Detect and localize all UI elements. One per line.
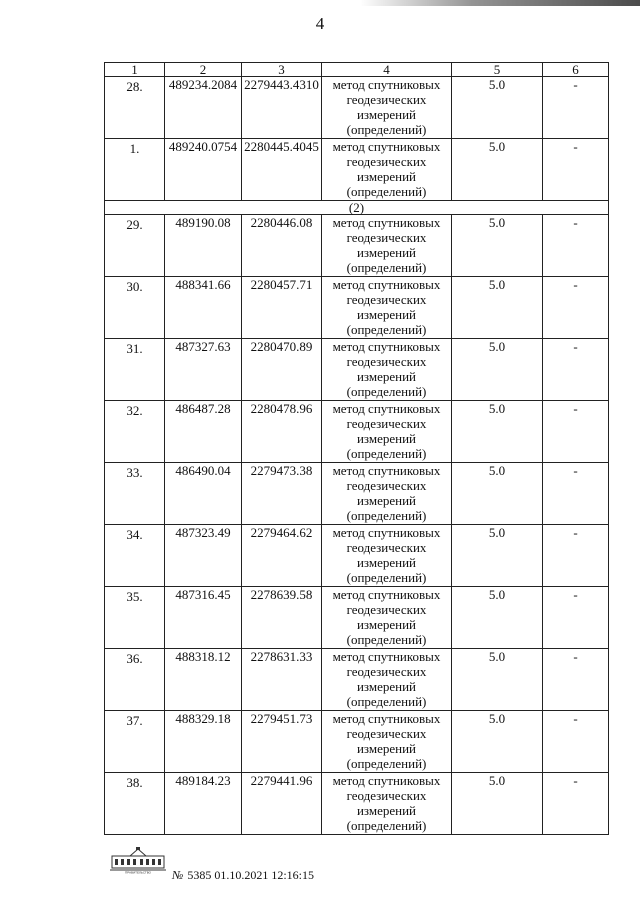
method-cell: метод спутниковых геодезических измерений (определений)	[322, 463, 452, 525]
scan-edge-artifact	[360, 0, 640, 6]
description-cell: -	[543, 649, 609, 711]
point-number-cell: 34.	[105, 525, 165, 587]
method-cell: метод спутниковых геодезических измерений (определений)	[322, 277, 452, 339]
table-row	[105, 339, 609, 401]
registration-number-datetime: 5385 01.10.2021 12:16:15	[187, 868, 314, 882]
accuracy-cell: 5.0	[452, 339, 543, 401]
y-coordinate-cell: 2279451.73	[242, 711, 322, 773]
method-cell: метод спутниковых геодезических измерений (определений)	[322, 587, 452, 649]
point-number-cell: 35.	[105, 587, 165, 649]
column-header: 3	[242, 63, 322, 77]
svg-text:ПРАВИТЕЛЬСТВО: ПРАВИТЕЛЬСТВО	[125, 870, 151, 874]
description-cell: -	[543, 339, 609, 401]
point-number-cell: 30.	[105, 277, 165, 339]
table-row	[105, 587, 609, 649]
y-coordinate-cell: 2279473.38	[242, 463, 322, 525]
accuracy-cell: 5.0	[452, 401, 543, 463]
y-coordinate-cell: 2278639.58	[242, 587, 322, 649]
point-number-cell: 36.	[105, 649, 165, 711]
accuracy-cell: 5.0	[452, 139, 543, 201]
column-header: 2	[165, 63, 242, 77]
point-number-cell: 31.	[105, 339, 165, 401]
table-header-row	[105, 63, 609, 77]
method-cell: метод спутниковых геодезических измерений (определений)	[322, 773, 452, 835]
accuracy-cell: 5.0	[452, 711, 543, 773]
y-coordinate-cell: 2280457.71	[242, 277, 322, 339]
accuracy-cell: 5.0	[452, 773, 543, 835]
column-header: 1	[105, 63, 165, 77]
description-cell: -	[543, 401, 609, 463]
point-number-cell: 33.	[105, 463, 165, 525]
x-coordinate-cell: 488329.18	[165, 711, 242, 773]
y-coordinate-cell: 2280446.08	[242, 215, 322, 277]
point-number-cell: 1.	[105, 139, 165, 201]
x-coordinate-cell: 489190.08	[165, 215, 242, 277]
table-row	[105, 711, 609, 773]
x-coordinate-cell: 488318.12	[165, 649, 242, 711]
registration-footer	[108, 846, 428, 886]
x-coordinate-cell: 487316.45	[165, 587, 242, 649]
y-coordinate-cell: 2279464.62	[242, 525, 322, 587]
column-header: 6	[543, 63, 609, 77]
description-cell: -	[543, 587, 609, 649]
y-coordinate-cell: 2280445.4045	[242, 139, 322, 201]
point-number-cell: 29.	[105, 215, 165, 277]
x-coordinate-cell: 489240.0754	[165, 139, 242, 201]
method-cell: метод спутниковых геодезических измерений (определений)	[322, 711, 452, 773]
description-cell: -	[543, 525, 609, 587]
method-cell: метод спутниковых геодезических измерений (определений)	[322, 215, 452, 277]
table-row	[105, 525, 609, 587]
accuracy-cell: 5.0	[452, 649, 543, 711]
method-cell: метод спутниковых геодезических измерений (определений)	[322, 139, 452, 201]
table-row	[105, 277, 609, 339]
x-coordinate-cell: 489184.23	[165, 773, 242, 835]
y-coordinate-cell: 2279443.4310	[242, 77, 322, 139]
table-row	[105, 139, 609, 201]
page-number: 4	[315, 14, 325, 33]
description-cell: -	[543, 463, 609, 525]
accuracy-cell: 5.0	[452, 77, 543, 139]
method-cell: метод спутниковых геодезических измерений (определений)	[322, 525, 452, 587]
coordinates-table	[104, 62, 609, 835]
accuracy-cell: 5.0	[452, 463, 543, 525]
point-number-cell: 32.	[105, 401, 165, 463]
x-coordinate-cell: 486490.04	[165, 463, 242, 525]
government-seal-icon	[108, 846, 168, 874]
section-row	[105, 201, 609, 215]
description-cell: -	[543, 277, 609, 339]
y-coordinate-cell: 2278631.33	[242, 649, 322, 711]
x-coordinate-cell: 486487.28	[165, 401, 242, 463]
accuracy-cell: 5.0	[452, 587, 543, 649]
point-number-cell: 38.	[105, 773, 165, 835]
table-row	[105, 215, 609, 277]
accuracy-cell: 5.0	[452, 525, 543, 587]
accuracy-cell: 5.0	[452, 277, 543, 339]
description-cell: -	[543, 711, 609, 773]
registration-stamp	[172, 868, 314, 883]
number-sign: №	[172, 868, 184, 882]
x-coordinate-cell: 488341.66	[165, 277, 242, 339]
column-header: 5	[452, 63, 543, 77]
description-cell: -	[543, 139, 609, 201]
y-coordinate-cell: 2279441.96	[242, 773, 322, 835]
method-cell: метод спутниковых геодезических измерений (определений)	[322, 401, 452, 463]
x-coordinate-cell: 487327.63	[165, 339, 242, 401]
description-cell: -	[543, 77, 609, 139]
table-row	[105, 649, 609, 711]
point-number-cell: 37.	[105, 711, 165, 773]
method-cell: метод спутниковых геодезических измерений (определений)	[322, 649, 452, 711]
table-row	[105, 401, 609, 463]
point-number-cell: 28.	[105, 77, 165, 139]
method-cell: метод спутниковых геодезических измерений (определений)	[322, 77, 452, 139]
table-row	[105, 773, 609, 835]
description-cell: -	[543, 215, 609, 277]
x-coordinate-cell: 487323.49	[165, 525, 242, 587]
table-row	[105, 77, 609, 139]
accuracy-cell: 5.0	[452, 215, 543, 277]
table-row	[105, 463, 609, 525]
y-coordinate-cell: 2280470.89	[242, 339, 322, 401]
column-header: 4	[322, 63, 452, 77]
x-coordinate-cell: 489234.2084	[165, 77, 242, 139]
method-cell: метод спутниковых геодезических измерений (определений)	[322, 339, 452, 401]
section-label: (2)	[105, 201, 609, 215]
description-cell: -	[543, 773, 609, 835]
y-coordinate-cell: 2280478.96	[242, 401, 322, 463]
